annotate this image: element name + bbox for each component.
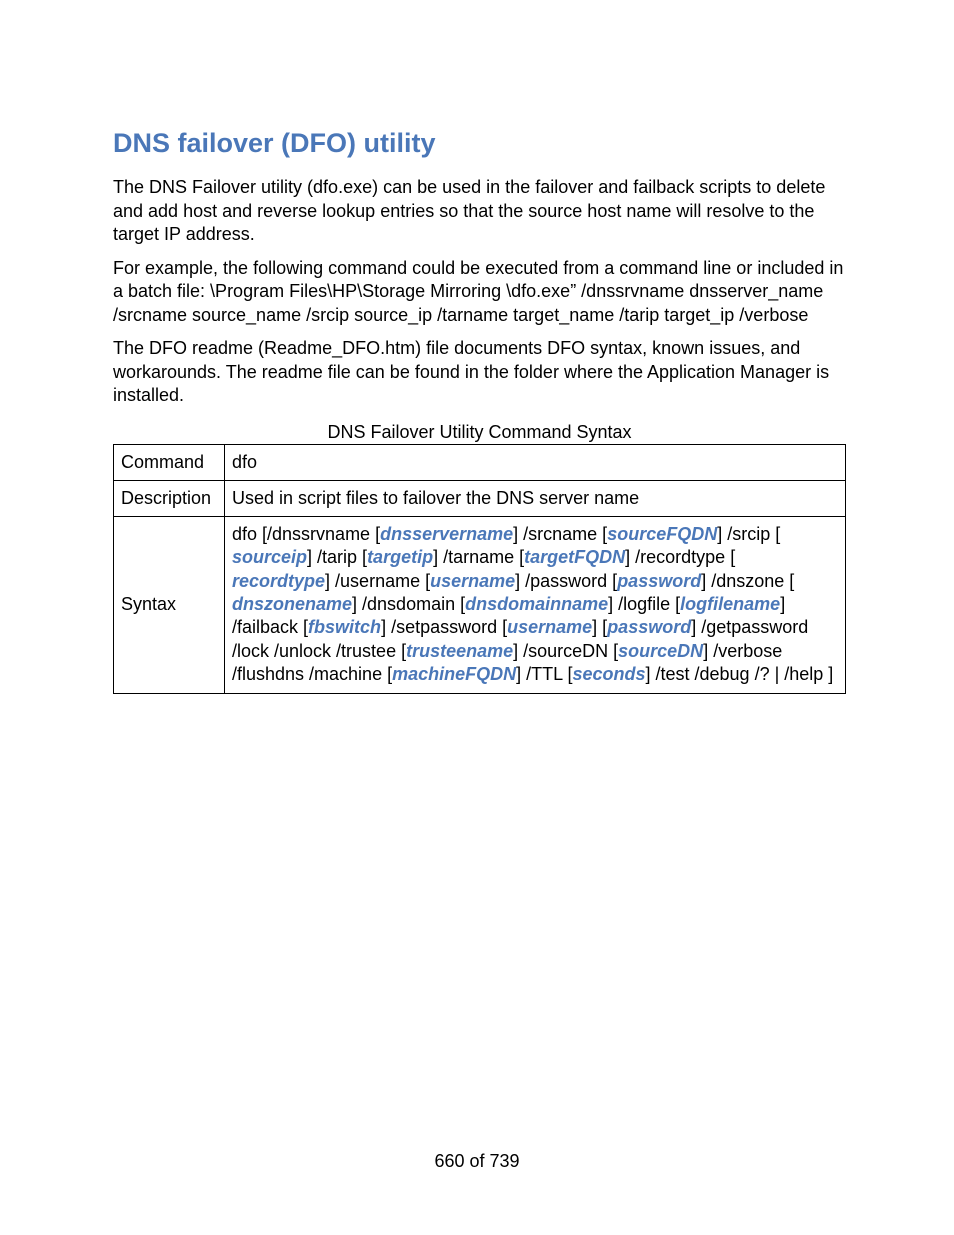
table-cell-label: Description xyxy=(114,480,225,516)
syntax-parameter: logfilename xyxy=(680,593,781,614)
syntax-text: ] /setpassword [ xyxy=(381,617,508,638)
syntax-text: ] /sourceDN [ xyxy=(513,640,619,661)
syntax-parameter: targetFQDN xyxy=(524,547,626,568)
page-number: 660 of 739 xyxy=(434,1151,520,1171)
syntax-cell xyxy=(225,517,846,694)
page-content xyxy=(113,124,846,694)
syntax-text: ] /logfile [ xyxy=(608,593,681,614)
syntax-text: ] /test /debug /? | /help ] xyxy=(645,663,834,684)
syntax-text: ] /tarip [ xyxy=(307,547,368,568)
table-row xyxy=(114,444,846,480)
example-paragraph: For example, the following command could be executed from a command line or included in a batch file: \Program Files\HP\Storage Mirroring \dfo.exe” /dnssrvname dnsserver_name /srcname source_name /srcip source_ip /tarname target_name /tarip target_ip /verbose xyxy=(113,257,844,325)
table-cell-value: dfo xyxy=(225,444,846,480)
syntax-table xyxy=(113,444,846,695)
syntax-parameter: dnsdomainname xyxy=(465,593,609,614)
syntax-parameter: sourceip xyxy=(232,547,308,568)
syntax-parameter: dnszonename xyxy=(232,593,353,614)
table-cell-value: Used in script files to failover the DNS server name xyxy=(225,480,846,516)
syntax-text: ] /failback [ xyxy=(232,593,786,638)
syntax-parameter: password xyxy=(617,570,702,591)
syntax-parameter: sourceFQDN xyxy=(607,524,718,545)
syntax-parameter: machineFQDN xyxy=(392,663,517,684)
syntax-text: ] /tarname [ xyxy=(433,547,525,568)
syntax-text: ] /dnszone [ xyxy=(701,570,795,591)
syntax-text: ] /srcip [ xyxy=(717,524,781,545)
syntax-text: ] /recordtype [ xyxy=(625,547,736,568)
table-cell-label: Command xyxy=(114,444,225,480)
syntax-text: ] /verbose /flushdns /machine [ xyxy=(232,640,783,684)
syntax-text: ] [ xyxy=(592,617,608,638)
syntax-parameter: sourceDN xyxy=(618,640,704,661)
syntax-text: dfo [/dnssrvname [ xyxy=(232,524,381,545)
intro-paragraph: The DNS Failover utility (dfo.exe) can be used in the failover and failback scripts to delete and add host and reverse lookup entries so that the source host name will resolve to the target IP address. xyxy=(113,177,826,244)
syntax-text: ] /password [ xyxy=(515,570,618,591)
table-row xyxy=(114,480,846,516)
syntax-text: ] /srcname [ xyxy=(513,524,608,545)
page-title: DNS failover (DFO) utility xyxy=(113,128,436,158)
syntax-text: ] /TTL [ xyxy=(516,663,573,684)
syntax-parameter: recordtype xyxy=(232,570,326,591)
syntax-text: ] /getpassword /lock /unlock /trustee [ xyxy=(232,617,809,661)
table-row xyxy=(114,517,846,694)
syntax-parameter: password xyxy=(607,617,692,638)
syntax-parameter: seconds xyxy=(572,663,646,684)
syntax-parameter: username xyxy=(507,617,593,638)
syntax-parameter: targetip xyxy=(367,547,434,568)
syntax-text: ] /username [ xyxy=(325,570,431,591)
syntax-parameter: trusteename xyxy=(406,640,514,661)
syntax-parameter: username xyxy=(430,570,516,591)
table-cell-label: Syntax xyxy=(114,517,225,694)
syntax-parameter: fbswitch xyxy=(308,617,382,638)
syntax-parameter: dnsservername xyxy=(380,524,514,545)
syntax-text: ] /dnsdomain [ xyxy=(352,593,466,614)
table-caption: DNS Failover Utility Command Syntax xyxy=(327,421,632,442)
readme-paragraph: The DFO readme (Readme_DFO.htm) file documents DFO syntax, known issues, and workarounds. The readme file can be found in the folder where the Application Manager is installed. xyxy=(113,338,830,405)
